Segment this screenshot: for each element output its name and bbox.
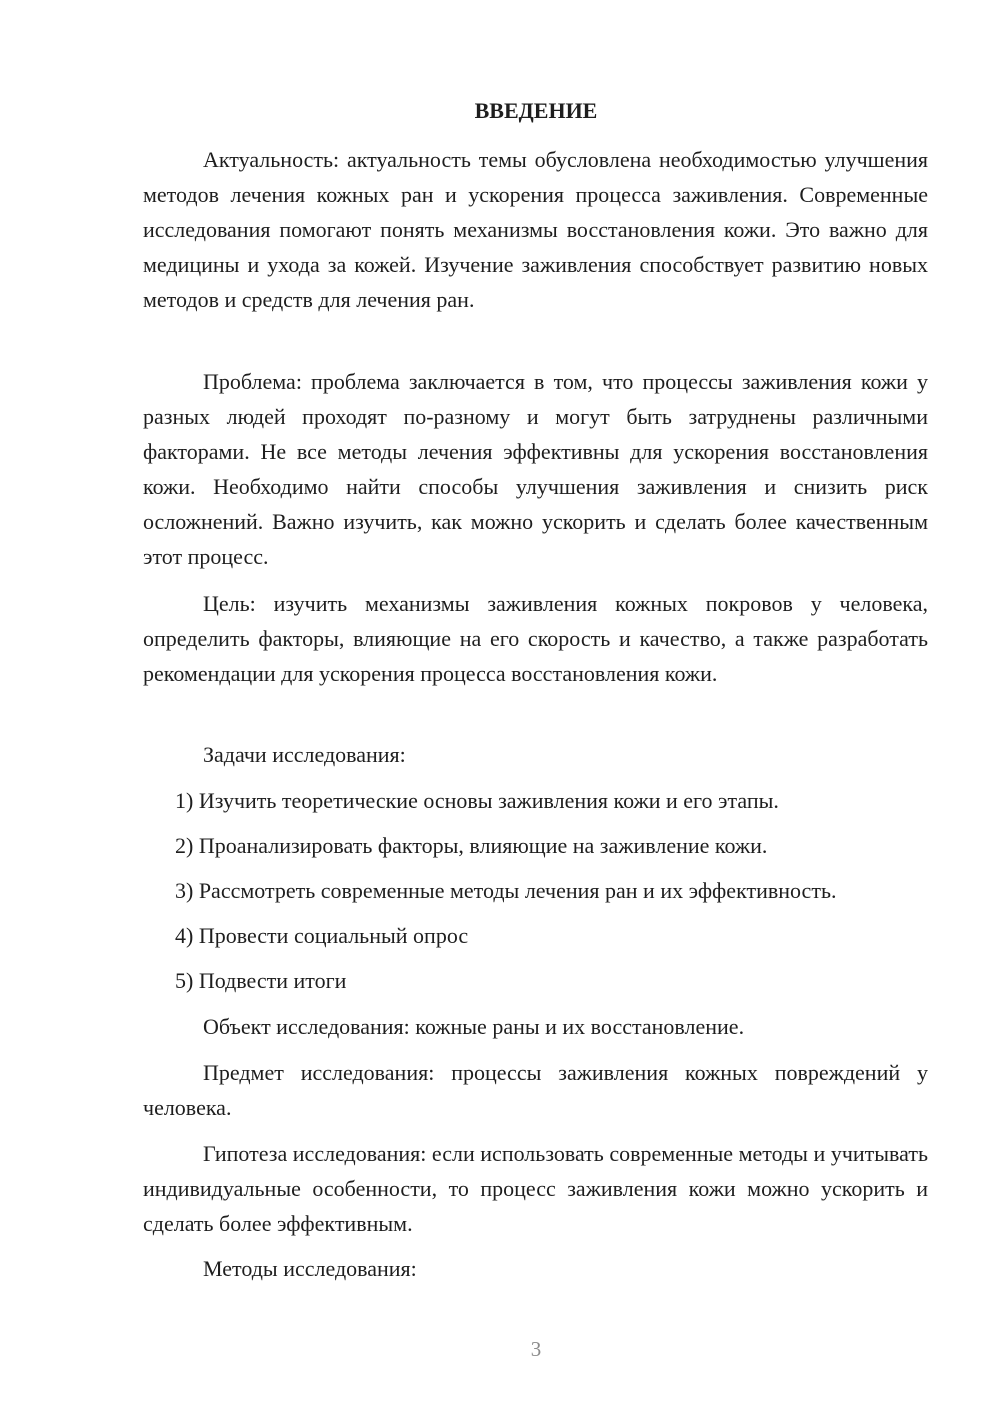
- paragraph-relevance: [143, 142, 928, 317]
- paragraph-subject-text: Предмет исследования: процессы заживления кожных повреждений у человека.: [143, 1060, 928, 1120]
- task-item: 5) Подвести итоги: [175, 968, 347, 993]
- task-item: 3) Рассмотреть современные методы лечения ран и их эффективность.: [175, 878, 837, 903]
- tasks-heading: [143, 737, 928, 772]
- paragraph-object-text: Объект исследования: кожные раны и их восстановление.: [203, 1014, 745, 1039]
- paragraph-goal: [143, 586, 928, 691]
- paragraph-goal-text: Цель: изучить механизмы заживления кожных покровов у человека, определить факторы, влияющие на его скорость и качество, а также разработать рекомендации для ускорения процесса восстановления кожи.: [143, 591, 928, 686]
- paragraph-subject: [143, 1055, 928, 1125]
- paragraph-hypothesis-text: Гипотеза исследования: если использовать современные методы и учитывать индивидуальные особенности, то процесс заживления кожи можно ускорить и сделать более эффективным.: [143, 1141, 928, 1236]
- task-item: 2) Проанализировать факторы, влияющие на заживление кожи.: [175, 833, 768, 858]
- paragraph-problem: [143, 364, 928, 574]
- tasks-heading-text: Задачи исследования:: [203, 742, 406, 767]
- paragraph-hypothesis: [143, 1136, 928, 1241]
- page-number: 3: [530, 1337, 542, 1361]
- task-item: 1) Изучить теоретические основы заживления кожи и его этапы.: [175, 788, 779, 813]
- page-title: ВВЕДЕНИЕ: [474, 98, 598, 123]
- paragraph-relevance-text: Актуальность: актуальность темы обусловлена необходимостью улучшения методов лечения кожных ран и ускорения процесса заживления. Современные исследования помогают понять механизмы восстановления кожи. Это важно для медицины и ухода за кожей. Изучение заживления способствует развитию новых методов и средств для лечения ран.: [143, 147, 928, 312]
- methods-heading-text: Методы исследования:: [203, 1256, 417, 1281]
- paragraph-problem-text: Проблема: проблема заключается в том, что процессы заживления кожи у разных людей проходят по-разному и могут быть затруднены различными факторами. Не все методы лечения эффективны для ускорения восстановления кожи. Необходимо найти способы улучшения заживления и снизить риск осложнений. Важно изучить, как можно ускорить и сделать более качественным этот процесс.: [143, 369, 928, 569]
- task-item: 4) Провести социальный опрос: [175, 923, 469, 948]
- paragraph-object: [143, 1009, 928, 1044]
- methods-heading: [143, 1251, 928, 1286]
